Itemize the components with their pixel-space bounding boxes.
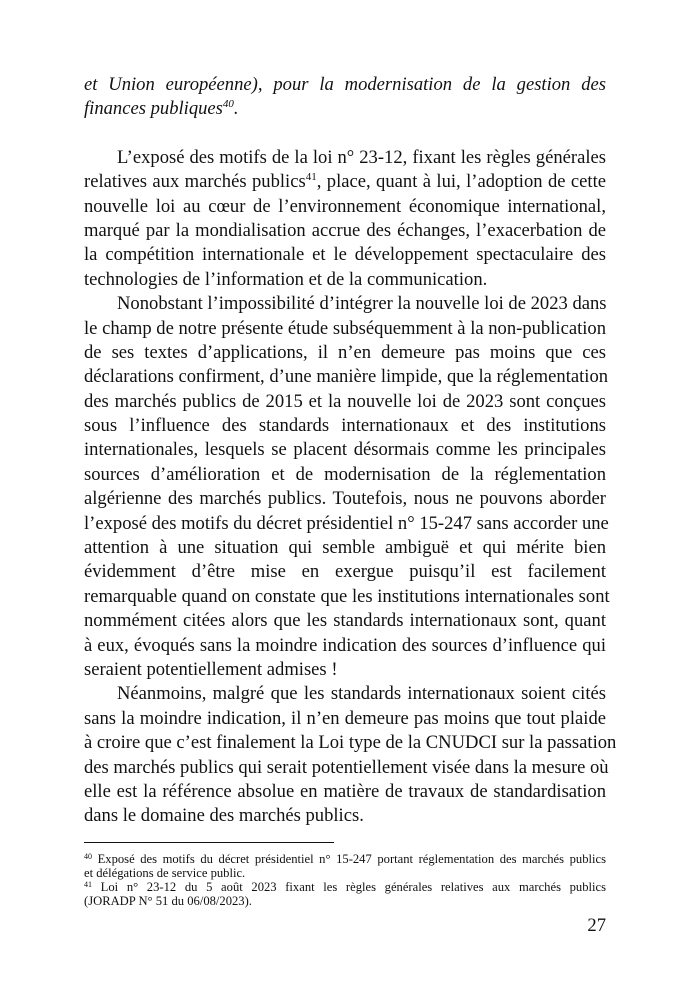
- text-line: seraient potentiellement admises !: [84, 658, 338, 680]
- paragraph-expose-loi-23-12: [84, 146, 606, 292]
- text-line: l’exposé des motifs du décret présidentiel n° 15-247 sans accorder une: [84, 512, 609, 534]
- text-line: internationales, lesquels se placent désormais comme les principales: [84, 439, 606, 461]
- text-line: marqué par la mondialisation accrue des échanges, l’exacerbation de: [84, 219, 606, 241]
- text-line: elle est la référence absolue en matière de travaux de standardisation: [84, 780, 606, 802]
- footnote-line: [84, 852, 606, 866]
- text-fragment: .: [233, 98, 239, 120]
- body-text: [84, 73, 617, 829]
- text-line: remarquable quand on constate que les institutions internationales sont: [84, 585, 610, 607]
- footnote-41: [84, 880, 606, 908]
- text-line: technologies de l’information et de la communication.: [84, 268, 488, 290]
- text-line: de ses textes d’applications, il n’en demeure pas moins que ces: [84, 341, 606, 363]
- text-line: nouvelle loi au cœur de l’environnement économique international,: [84, 195, 606, 217]
- text-line: à croire que c’est finalement la Loi type de la CNUDCI sur la passation: [84, 732, 617, 754]
- text-line: et Union européenne), pour la modernisation de la gestion des: [84, 74, 606, 95]
- text-line: sources d’amélioration et de modernisation de la réglementation: [84, 463, 606, 485]
- footnote-separator: [84, 842, 334, 843]
- footnote-reference[interactable]: 41: [305, 171, 317, 184]
- text-line: des marchés publics qui serait potentiellement visée dans la mesure où: [84, 756, 609, 778]
- footnote-text: Loi n° 23-12 du 5 août 2023 fixant les règles générales relatives aux marchés publics: [100, 880, 607, 894]
- footnote-line: (JORADP N° 51 du 06/08/2023).: [84, 894, 252, 908]
- footnotes: [84, 852, 606, 908]
- text-line: [84, 170, 606, 194]
- text-fragment: , place, quant à lui, l’adoption de cette: [316, 171, 606, 193]
- footnote-text: Exposé des motifs du décret présidentiel n° 15-247 portant réglementation des marchés publics: [97, 852, 606, 866]
- text-line: le champ de notre présente étude subséquemment à la non-publication: [84, 317, 606, 339]
- text-fragment: finances publiques: [84, 98, 223, 120]
- text-line: [84, 97, 606, 121]
- footnote-line: [84, 880, 606, 894]
- text-line: L’exposé des motifs de la loi n° 23-12, fixant les règles générales: [117, 146, 606, 168]
- paragraph-nonobstant: [84, 292, 610, 682]
- text-line: Néanmoins, malgré que les standards internationaux soient cités: [117, 683, 606, 705]
- text-line: sans la moindre indication, il n’en demeure pas moins que tout plaide: [84, 707, 606, 729]
- text-line: évidemment d’être mise en exergue puisqu’il est facilement: [84, 561, 606, 583]
- text-fragment: relatives aux marchés publics: [84, 171, 306, 193]
- text-line: sous l’influence des standards internationaux et des institutions: [84, 415, 606, 437]
- text-line: attention à une situation qui semble ambiguë et qui mérite bien: [84, 537, 606, 559]
- text-line: la compétition internationale et le développement spectaculaire des: [84, 244, 606, 266]
- text-line: déclarations confirment, d’une manière limpide, que la réglementation: [84, 366, 609, 388]
- footnote-line: et délégations de service public.: [84, 866, 246, 880]
- text-line: des marchés publics de 2015 et la nouvelle loi de 2023 sont conçues: [84, 390, 606, 412]
- text-line: dans le domaine des marchés publics.: [84, 805, 364, 827]
- text-line: Nonobstant l’impossibilité d’intégrer la nouvelle loi de 2023 dans: [117, 293, 607, 315]
- text-line: nommément citées alors que les standards internationaux sont, quant: [84, 610, 606, 632]
- text-line: algérienne des marchés publics. Toutefois, nous ne pouvons aborder: [84, 488, 606, 510]
- page-number: 27: [587, 915, 606, 936]
- footnote-reference[interactable]: 40: [222, 98, 234, 111]
- footnote-40: [84, 852, 606, 880]
- paragraph-continuation: [84, 73, 606, 122]
- footnote-number: 41: [84, 880, 92, 889]
- footnote-number: 40: [84, 852, 92, 861]
- paragraph-neanmoins: [84, 682, 617, 828]
- text-line: à eux, évoqués sans la moindre indication des sources d’influence qui: [84, 634, 606, 656]
